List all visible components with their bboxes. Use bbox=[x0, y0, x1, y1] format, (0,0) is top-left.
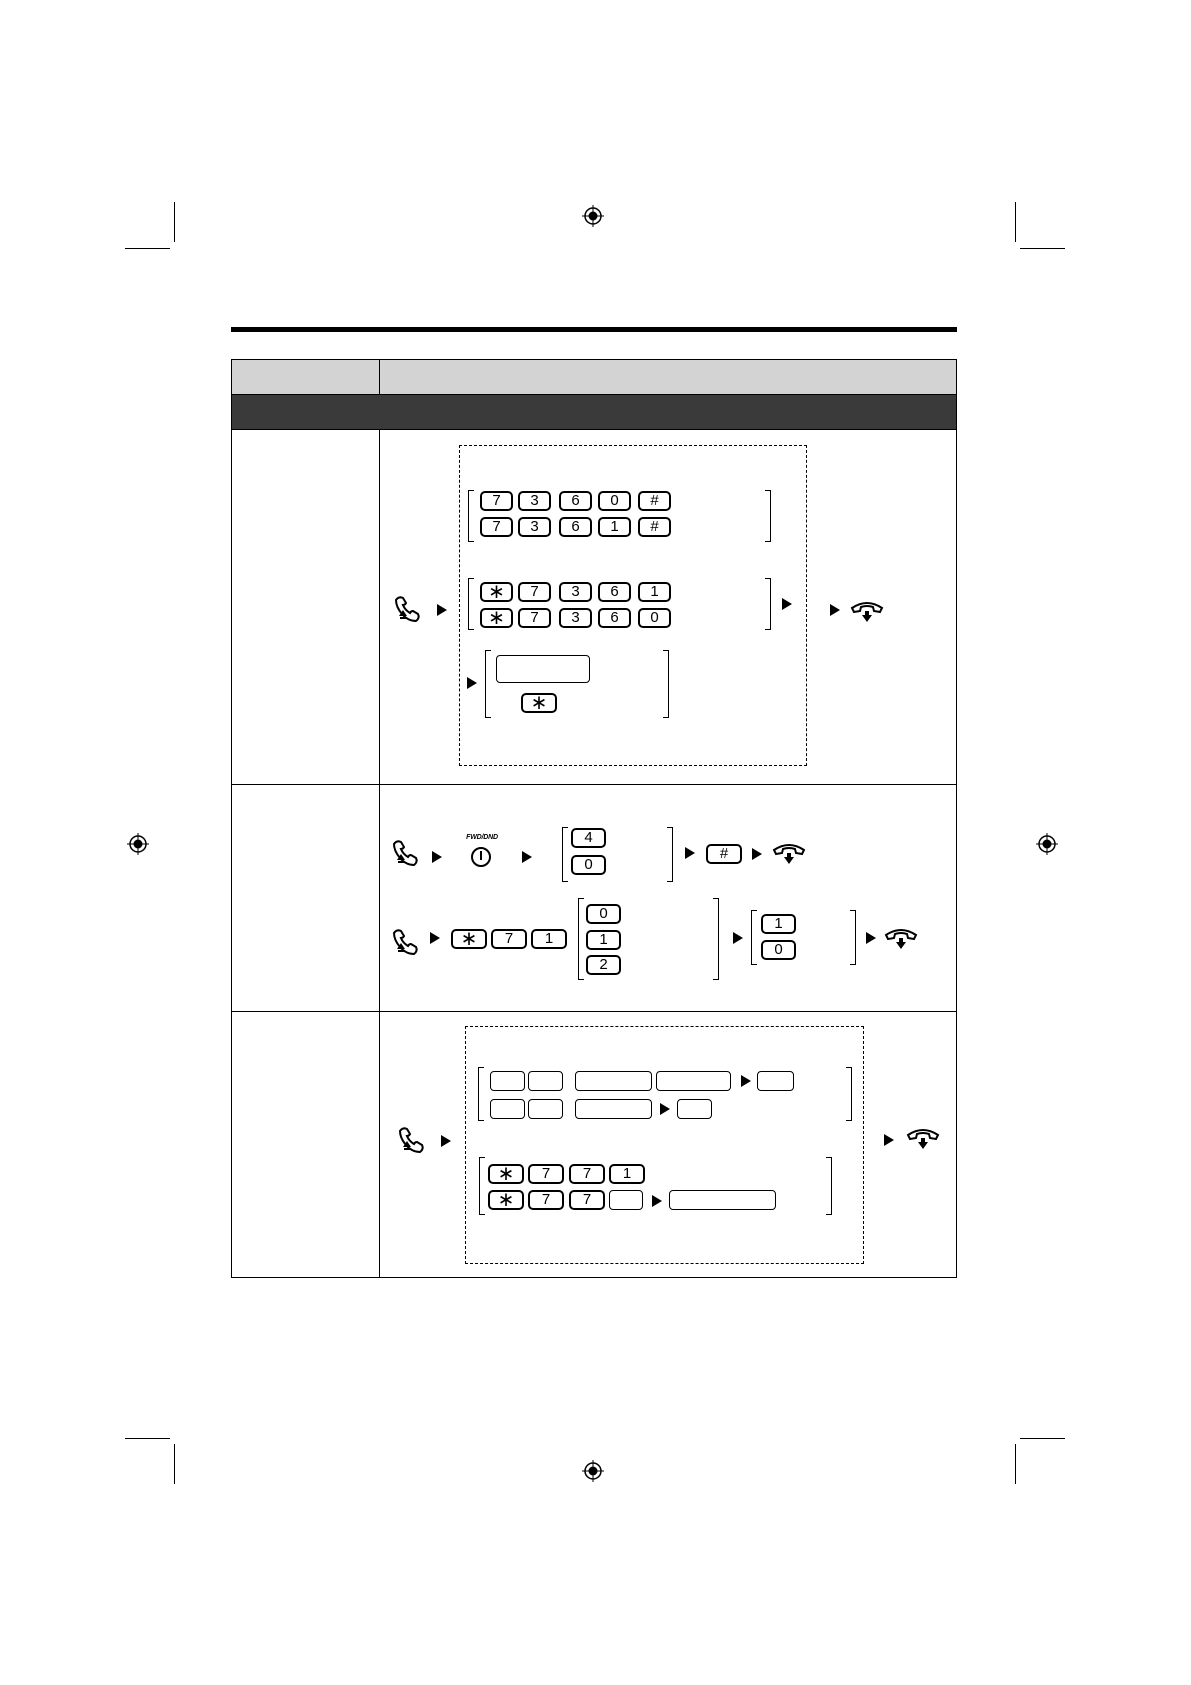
phone-on-hook-icon bbox=[884, 925, 918, 955]
key-1[interactable]: 1 bbox=[761, 914, 796, 934]
arrow-icon bbox=[660, 1103, 670, 1115]
key-0[interactable]: 0 bbox=[638, 608, 671, 628]
crop-mark bbox=[1020, 248, 1065, 249]
key-star[interactable]: ∗ bbox=[480, 582, 513, 602]
arrow-icon bbox=[432, 851, 442, 863]
arrow-icon bbox=[733, 932, 743, 944]
bracket-left bbox=[478, 1067, 484, 1121]
arrow-icon bbox=[685, 847, 695, 859]
phone-on-hook-icon bbox=[850, 598, 884, 628]
header-divider bbox=[379, 360, 380, 394]
key-1[interactable]: 1 bbox=[531, 929, 567, 949]
entry-box[interactable] bbox=[496, 655, 590, 683]
bracket-right bbox=[765, 490, 771, 542]
table-header bbox=[232, 360, 956, 395]
key-7[interactable]: 7 bbox=[569, 1164, 605, 1184]
phone-on-hook-icon bbox=[772, 840, 806, 870]
key-7[interactable]: 7 bbox=[528, 1190, 564, 1210]
crop-mark bbox=[1015, 202, 1016, 242]
top-rule bbox=[231, 327, 957, 332]
feature-cell bbox=[232, 430, 379, 784]
bracket-right bbox=[765, 578, 771, 630]
key-hash[interactable]: # bbox=[638, 491, 671, 511]
bracket-left bbox=[479, 1157, 485, 1215]
arrow-icon bbox=[522, 851, 532, 863]
procedure-box bbox=[465, 1026, 864, 1264]
feature-cell bbox=[232, 1012, 379, 1278]
arrow-icon bbox=[430, 932, 440, 944]
crop-mark bbox=[1015, 1444, 1016, 1484]
crop-mark bbox=[125, 248, 170, 249]
crop-mark bbox=[174, 1444, 175, 1484]
key-0[interactable]: 0 bbox=[571, 855, 606, 875]
bracket-right bbox=[663, 650, 669, 718]
registration-mark-icon bbox=[1036, 833, 1058, 855]
bracket-right bbox=[826, 1157, 832, 1215]
key-7[interactable]: 7 bbox=[518, 582, 551, 602]
key-4[interactable]: 4 bbox=[571, 828, 606, 848]
bracket-left bbox=[578, 898, 584, 980]
key-7[interactable]: 7 bbox=[528, 1164, 564, 1184]
key-star[interactable]: ∗ bbox=[488, 1190, 524, 1210]
entry-box[interactable] bbox=[528, 1099, 563, 1119]
entry-box[interactable] bbox=[575, 1071, 652, 1091]
arrow-icon bbox=[782, 598, 792, 610]
key-1[interactable]: 1 bbox=[638, 582, 671, 602]
key-3[interactable]: 3 bbox=[518, 517, 551, 537]
column-divider bbox=[379, 430, 380, 1278]
key-3[interactable]: 3 bbox=[518, 491, 551, 511]
entry-box[interactable] bbox=[677, 1099, 712, 1119]
crop-mark bbox=[125, 1438, 170, 1439]
arrow-icon bbox=[752, 848, 762, 860]
bracket-left bbox=[562, 827, 568, 882]
phone-off-hook-icon bbox=[393, 594, 427, 624]
key-7[interactable]: 7 bbox=[518, 608, 551, 628]
entry-box[interactable] bbox=[490, 1099, 525, 1119]
key-hash[interactable]: # bbox=[638, 517, 671, 537]
key-1[interactable]: 1 bbox=[598, 517, 631, 537]
key-7[interactable]: 7 bbox=[491, 929, 527, 949]
key-7[interactable]: 7 bbox=[480, 517, 513, 537]
bracket-left bbox=[468, 490, 474, 542]
registration-mark-icon bbox=[582, 1460, 604, 1482]
key-star[interactable]: ∗ bbox=[488, 1164, 524, 1184]
entry-box[interactable] bbox=[669, 1190, 776, 1210]
entry-box[interactable] bbox=[490, 1071, 525, 1091]
fwd-dnd-label: FWD/DND bbox=[466, 834, 498, 841]
key-0[interactable]: 0 bbox=[598, 491, 631, 511]
key-6[interactable]: 6 bbox=[598, 608, 631, 628]
arrow-icon bbox=[830, 604, 840, 616]
key-hash[interactable]: # bbox=[706, 844, 742, 864]
key-star[interactable]: ∗ bbox=[451, 929, 487, 949]
arrow-icon bbox=[652, 1195, 662, 1207]
bracket-left bbox=[485, 650, 491, 718]
arrow-icon bbox=[467, 677, 477, 689]
arrow-icon bbox=[866, 932, 876, 944]
bracket-left bbox=[751, 910, 757, 965]
key-3[interactable]: 3 bbox=[559, 582, 592, 602]
bracket-right bbox=[667, 827, 673, 882]
key-1[interactable]: 1 bbox=[609, 1164, 645, 1184]
key-star[interactable]: ∗ bbox=[480, 608, 513, 628]
key-2[interactable]: 2 bbox=[586, 955, 621, 975]
key-6[interactable]: 6 bbox=[598, 582, 631, 602]
phone-off-hook-icon bbox=[391, 927, 425, 957]
key-7[interactable]: 7 bbox=[480, 491, 513, 511]
entry-box[interactable] bbox=[528, 1071, 563, 1091]
registration-mark-icon bbox=[582, 205, 604, 227]
bracket-right bbox=[850, 910, 856, 965]
entry-box[interactable] bbox=[575, 1099, 652, 1119]
key-6[interactable]: 6 bbox=[559, 517, 592, 537]
arrow-icon bbox=[884, 1134, 894, 1146]
bracket-left bbox=[468, 578, 474, 630]
key-1[interactable]: 1 bbox=[586, 930, 621, 950]
key-7[interactable]: 7 bbox=[569, 1190, 605, 1210]
arrow-icon bbox=[441, 1135, 451, 1147]
fwd-dnd-mark bbox=[480, 851, 482, 860]
entry-box[interactable] bbox=[757, 1071, 794, 1091]
entry-box[interactable] bbox=[656, 1071, 731, 1091]
key-3[interactable]: 3 bbox=[559, 608, 592, 628]
arrow-icon bbox=[437, 604, 447, 616]
bracket-right bbox=[713, 898, 719, 980]
crop-mark bbox=[174, 202, 175, 242]
arrow-icon bbox=[741, 1075, 751, 1087]
crop-mark bbox=[1020, 1438, 1065, 1439]
phone-off-hook-icon bbox=[391, 838, 425, 868]
section-header-bar bbox=[232, 395, 956, 430]
feature-cell bbox=[232, 785, 379, 1011]
phone-on-hook-icon bbox=[906, 1125, 940, 1155]
fwd-dnd-button[interactable] bbox=[462, 834, 502, 876]
key-0[interactable]: 0 bbox=[761, 940, 796, 960]
phone-off-hook-icon bbox=[397, 1125, 431, 1155]
registration-mark-icon bbox=[127, 833, 149, 855]
bracket-right bbox=[846, 1067, 852, 1121]
key-0[interactable]: 0 bbox=[586, 904, 621, 924]
key-star[interactable]: ∗ bbox=[521, 693, 557, 713]
key-6[interactable]: 6 bbox=[559, 491, 592, 511]
entry-box[interactable] bbox=[609, 1190, 643, 1210]
